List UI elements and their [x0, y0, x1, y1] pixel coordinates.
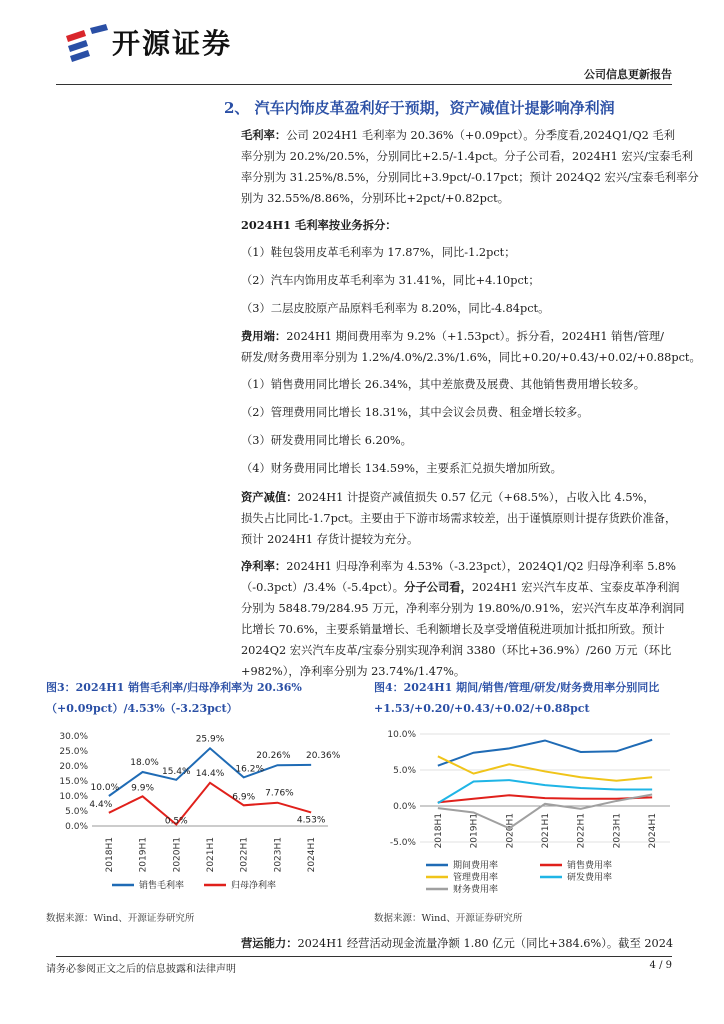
- operating-label: 营运能力：: [241, 936, 298, 950]
- data-label: 6.9%: [232, 792, 256, 803]
- legend-label: 期间费用率: [453, 861, 499, 871]
- gross-margin-line-4: 别为 32.55%/8.86%，分别环比+2pct/+0.82pct。: [241, 192, 510, 205]
- impairment-label: 资产减值：: [241, 490, 298, 504]
- expense-item: （1）销售费用同比增长 26.34%，其中差旅费及展费、其他销售费用增长较多。: [241, 378, 646, 391]
- expense-item: （2）管理费用同比增长 18.31%，其中会议会员费、租金增长较多。: [241, 406, 589, 419]
- footer-disclaimer: 请务必参阅正文之后的信息披露和法律声明: [46, 964, 236, 975]
- data-label: 18.0%: [130, 758, 159, 768]
- legend-label: 销售毛利率: [139, 881, 185, 891]
- data-label: 4.53%: [296, 815, 326, 826]
- data-label: 16.2%: [235, 764, 265, 775]
- fig3-title-line-2: （+0.09pct）/4.53%（-3.23pct）: [46, 702, 238, 715]
- data-label: 20.26%: [256, 751, 291, 762]
- legend-label: 管理费用率: [453, 873, 499, 883]
- expense-text: 2024H1 期间费用率为 9.2%（+1.53pct）。拆分看，2024H1 销售/管理/: [286, 330, 664, 343]
- net-margin-line-3: 分别为 5848.79/284.95 万元，净利率分别为 19.80%/0.91%，宏兴汽车皮革净利润同: [241, 602, 685, 615]
- legend-label: 财务费用率: [453, 885, 499, 895]
- data-label: 20.36%: [305, 750, 341, 761]
- net-margin-line-2: [241, 577, 679, 598]
- y-tick-label: 15.0%: [59, 777, 88, 787]
- x-tick-label: 2019H1: [469, 813, 480, 849]
- x-tick-label: 2022H1: [239, 837, 250, 873]
- x-tick-label: 2024H1: [648, 813, 659, 849]
- x-tick-label: 2018H1: [433, 813, 444, 849]
- net-margin-text: 2024H1 宏兴汽车皮革、宝泰皮革净利润: [471, 581, 680, 594]
- series-line-0: [438, 740, 652, 766]
- data-label: 15.4%: [161, 766, 191, 777]
- data-label: 14.4%: [195, 768, 225, 779]
- net-margin-line-1: [241, 556, 676, 577]
- expense-line-2: 研发/财务费用率分别为 1.2%/4.0%/2.3%/1.6%，同比+0.20/+0.43/+0.02/+0.88pct。: [241, 351, 701, 364]
- data-label: 25.9%: [195, 734, 225, 745]
- net-margin-line-4: 比增长 70.6%，主要系销量增长、毛利额增长及享受增值税进项加计抵扣所致。预计: [241, 623, 665, 636]
- impairment-line-3: 预计 2024H1 存货计提较为充分。: [241, 533, 419, 546]
- operating-text: 2024H1 经营活动现金流量净额 1.80 亿元（同比+384.6%）。截至 2024: [297, 937, 674, 950]
- subsidiary-label: 分子公司看，: [404, 580, 472, 594]
- gross-margin-line-1: [241, 125, 675, 146]
- data-label: 7.76%: [265, 788, 294, 799]
- legend-label: 销售费用率: [567, 861, 613, 871]
- expense-label: 费用端：: [241, 329, 287, 343]
- expense-line-1: [241, 326, 664, 347]
- net-margin-text: （-0.3pct）/3.4%（-5.4pct）。: [241, 581, 405, 594]
- breakdown-item: （2）汽车内饰用皮革毛利率为 31.41%，同比+4.10pct；: [241, 274, 540, 287]
- y-tick-label: 5.0%: [393, 766, 416, 776]
- report-type: 公司信息更新报告: [584, 68, 672, 81]
- fig4-title-line-2: +1.53/+0.20/+0.43/+0.02/+0.88pct: [374, 702, 590, 715]
- fig4-source: 数据来源：Wind、开源证券研究所: [374, 913, 523, 924]
- fig3-title-line-1: 图3：2024H1 销售毛利率/归母净利率为 20.36%: [46, 681, 302, 694]
- x-tick-label: 2023H1: [612, 813, 623, 849]
- gross-margin-label: 毛利率：: [241, 128, 287, 142]
- y-tick-label: 0.0%: [65, 822, 88, 832]
- x-tick-label: 2019H1: [138, 837, 149, 873]
- data-label: 10.0%: [90, 783, 120, 793]
- expense-item: （4）财务费用同比增长 134.59%，主要系汇兑损失增加所致。: [241, 462, 562, 475]
- net-margin-text: 2024H1 归母净利率为 4.53%（-3.23pct），2024Q1/Q2 归母净利率 5.8%: [286, 560, 676, 573]
- breakdown-item: （1）鞋包袋用皮革毛利率为 17.87%，同比-1.2pct；: [241, 246, 516, 259]
- section-title: 2、 汽车内饰皮革盈利好于预期，资产减值计提影响净利润: [224, 99, 615, 117]
- x-tick-label: 2018H1: [104, 837, 115, 873]
- operating-line: [241, 933, 673, 954]
- y-tick-label: 30.0%: [59, 732, 88, 742]
- breakdown-title: 2024H1 毛利率按业务拆分：: [241, 218, 397, 232]
- legend-label: 研发费用率: [567, 873, 613, 883]
- y-tick-label: 5.0%: [65, 807, 88, 817]
- x-tick-label: 2021H1: [541, 813, 551, 849]
- y-tick-label: -5.0%: [389, 838, 416, 848]
- impairment-line-2: 损失占比同比-1.7pct。主要由于下游市场需求较差，出于谨慎原则计提存货跌价准备，: [241, 512, 677, 525]
- x-tick-label: 2021H1: [206, 837, 216, 873]
- y-tick-label: 10.0%: [387, 730, 416, 740]
- logo-text: 开源证券: [112, 27, 233, 60]
- y-tick-label: 10.0%: [59, 792, 88, 802]
- y-tick-label: 0.0%: [393, 802, 416, 812]
- x-tick-label: 2020H1: [505, 813, 516, 849]
- net-margin-line-5: 2024Q2 宏兴汽车皮革/宝泰分别实现净利润 3380（环比+36.9%）/260 万元（环比: [241, 644, 672, 657]
- page-number: 4 / 9: [649, 960, 672, 971]
- header-divider: [56, 84, 672, 85]
- x-tick-label: 2024H1: [307, 837, 318, 873]
- legend-label: 归母净利率: [231, 881, 277, 891]
- net-margin-label: 净利率：: [241, 559, 287, 573]
- fig3-chart: [46, 722, 362, 906]
- fig4-chart: [374, 722, 680, 906]
- impairment-text: 2024H1 计提资产减值损失 0.57 亿元（+68.5%），占收入比 4.5%，: [297, 491, 655, 504]
- gross-margin-line-3: 率分别为 31.25%/8.5%，分别同比+3.9pct/-0.17pct；预计 2024Q2 宏兴/宝泰毛利率分: [241, 171, 699, 184]
- y-tick-label: 25.0%: [59, 747, 88, 757]
- fig4-title-line-1: 图4：2024H1 期间/销售/管理/研发/财务费用率分别同比: [374, 681, 660, 694]
- footer-divider: [56, 956, 672, 957]
- gross-margin-text: 公司 2024H1 毛利率为 20.36%（+0.09pct）。分季度看,2024Q1/Q2 毛利: [286, 129, 675, 142]
- x-tick-label: 2022H1: [576, 813, 587, 849]
- breakdown-item: （3）二层皮胶原产品原料毛利率为 8.20%，同比-4.84pct。: [241, 302, 550, 315]
- data-label: 4.4%: [89, 799, 113, 810]
- x-tick-label: 2020H1: [172, 837, 183, 873]
- impairment-line-1: [241, 487, 655, 508]
- expense-item: （3）研发费用同比增长 6.20%。: [241, 434, 412, 447]
- series-line-2: [438, 756, 652, 780]
- x-tick-label: 2023H1: [273, 837, 284, 873]
- data-label: 0.5%: [164, 816, 188, 827]
- gross-margin-line-2: 率分别为 20.2%/20.5%，分别同比+2.5/-1.4pct。分子公司看，2024H1 宏兴/宝泰毛利: [241, 150, 694, 163]
- company-logo-icon: [62, 22, 112, 66]
- data-label: 9.9%: [131, 783, 155, 794]
- y-tick-label: 20.0%: [59, 762, 88, 772]
- net-margin-line-6: +982%），净利率分别为 23.74%/1.47%。: [241, 665, 466, 678]
- fig3-source: 数据来源：Wind、开源证券研究所: [46, 913, 195, 924]
